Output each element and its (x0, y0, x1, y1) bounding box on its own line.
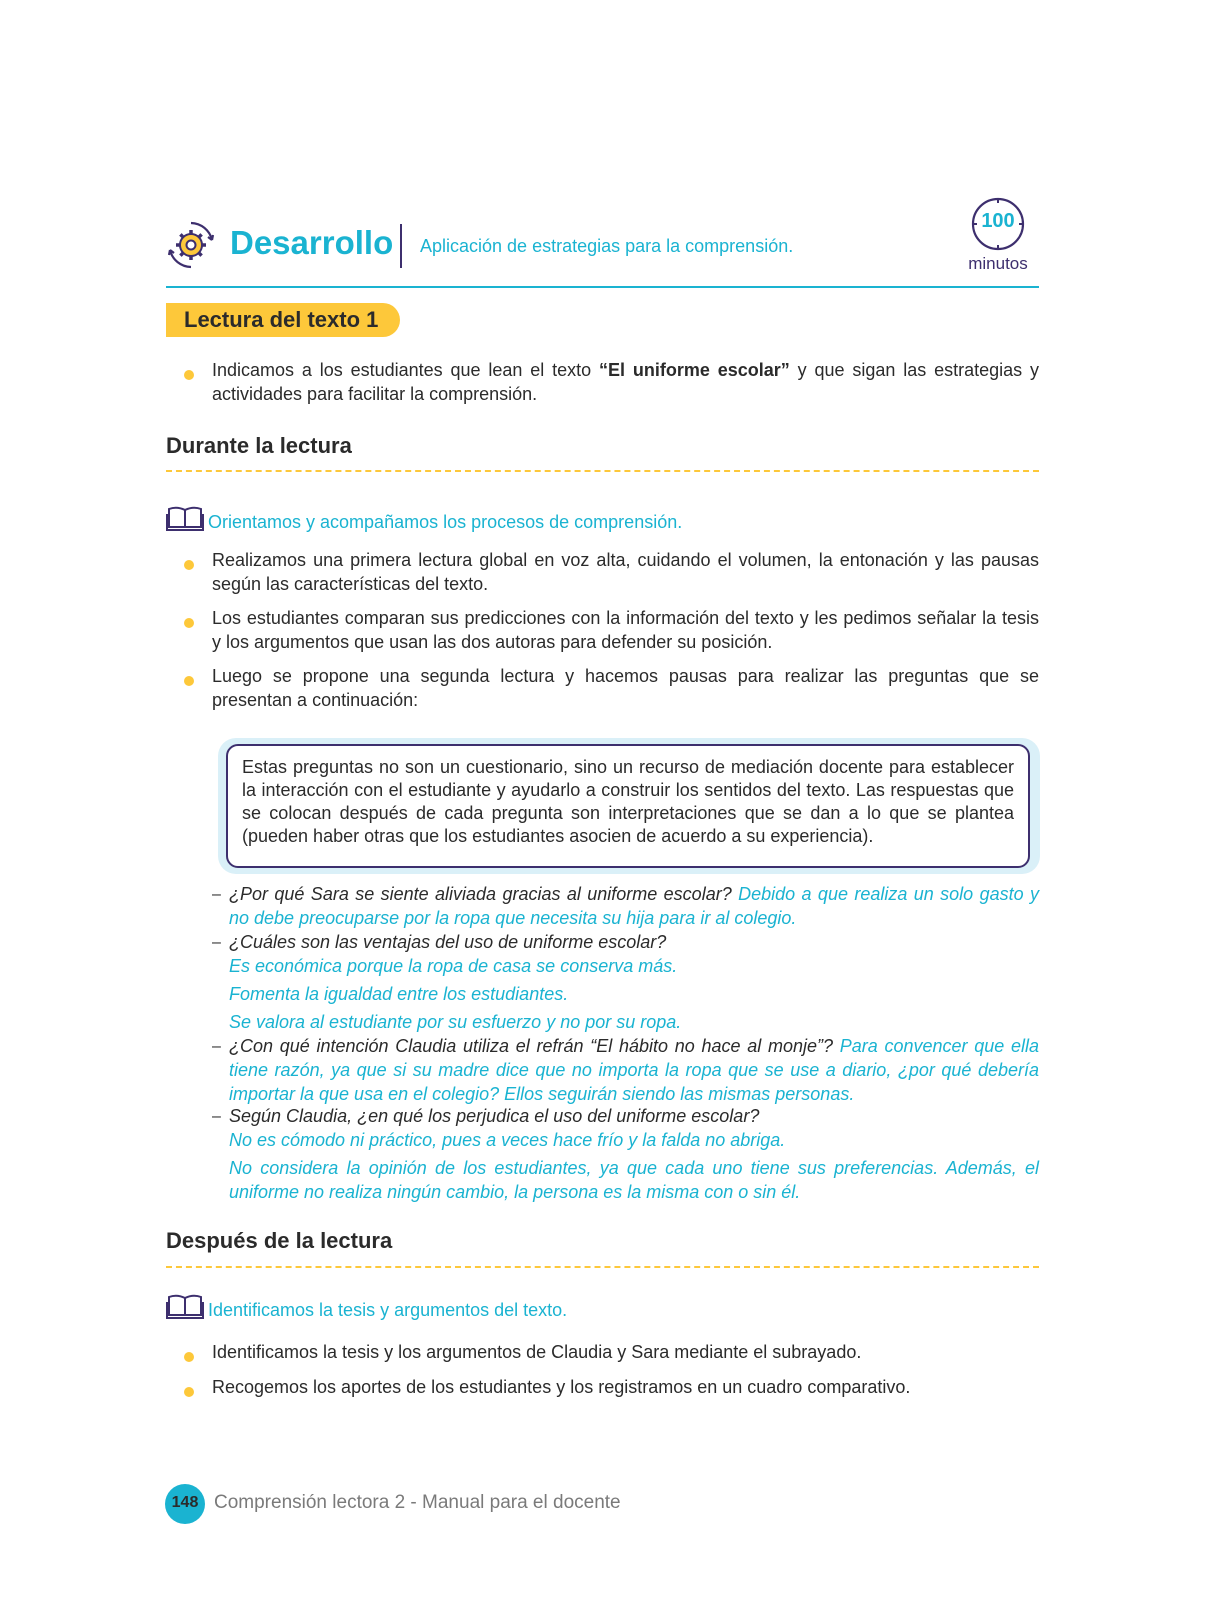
timer-unit: minutos (968, 254, 1028, 273)
section-title: Desarrollo (230, 224, 394, 261)
answer-text: No es cómodo ni práctico, pues a veces hace frío y la falda no abriga. (229, 1130, 786, 1150)
bullet-dot (184, 618, 194, 628)
question-3 (229, 1034, 1039, 1106)
note-box: Estas preguntas no son un cuestionario, sino un recurso de mediación docente para establecer la interacción con el estudiante y ayudarlo a construir los sentidos del texto. Las respuestas que se colocan después de cada pregunta son interpretaciones que se dan a lo que se plantea (pueden haber otras que los estudiantes asocien de acuerdo a su experiencia). (226, 744, 1030, 868)
list-item: Luego se propone una segunda lectura y hacemos pausas para realizar las preguntas que se presentan a continuación: (212, 666, 1039, 710)
answer-text: Se valora al estudiante por su esfuerzo y no por su ropa. (229, 1012, 682, 1032)
bullet-dot (184, 370, 194, 380)
answer-text: No considera la opinión de los estudiantes, ya que cada uno tiene sus preferencias. Además, el uniforme no realiza ningún cambio, la persona es la misma con o sin él. (229, 1158, 1039, 1202)
timer-value: 100 (981, 210, 1015, 232)
book-line: Orientamos y acompañamos los procesos de comprensión. (208, 512, 683, 532)
open-book-icon (166, 1294, 204, 1320)
question-1 (229, 882, 1039, 930)
after-heading: Después de la lectura (166, 1228, 393, 1253)
bullet-dot (184, 560, 194, 570)
answer-text: Es económica porque la ropa de casa se conserva más. (229, 956, 678, 976)
section-divider (166, 1266, 1039, 1268)
question-dash: – (212, 1108, 221, 1125)
intro-text-title: “El uniforme escolar” (599, 360, 790, 380)
question-text: ¿Por qué Sara se siente aliviada gracias al uniforme escolar? (229, 884, 739, 904)
list-item: Identificamos la tesis y los argumentos de Claudia y Sara mediante el subrayado. (212, 1342, 862, 1362)
question-dash: – (212, 886, 221, 903)
during-heading: Durante la lectura (166, 433, 352, 458)
book-line: Identificamos la tesis y argumentos del texto. (208, 1300, 568, 1320)
intro-text-start: Indicamos a los estudiantes que lean el texto (212, 360, 600, 380)
question-text: ¿Con qué intención Claudia utiliza el refrán “El hábito no hace al monje”? (229, 1036, 840, 1056)
question-dash: – (212, 934, 221, 951)
page-number: 148 (171, 1494, 199, 1511)
bullet-dot (184, 1352, 194, 1362)
answer-text: Para convencer que ella tiene razón, ya que si su madre dice que no importa la ropa que se use a diario, ¿por qué debería importar la que usa en el colegio? Ellos seguirán siendo las mismas personas. (229, 1036, 1040, 1104)
list-item: Los estudiantes comparan sus predicciones con la información del texto y les pedimos señalar la tesis y los argumentos que usan las dos autoras para defender su posición. (212, 608, 1039, 652)
section-subtitle: Aplicación de estrategias para la comprensión. (420, 236, 794, 256)
answer-text: Fomenta la igualdad entre los estudiantes. (229, 984, 569, 1004)
header-divider (400, 224, 402, 268)
question-4: Según Claudia, ¿en qué los perjudica el uso del uniforme escolar? (229, 1106, 760, 1126)
list-item: Realizamos una primera lectura global en voz alta, cuidando el volumen, la entonación y las pausas según las características del texto. (212, 550, 1039, 594)
open-book-icon (166, 506, 204, 532)
reading-label: Lectura del texto 1 (166, 303, 400, 337)
question-2: ¿Cuáles son las ventajas del uso de uniforme escolar? (229, 932, 667, 952)
list-item: Recogemos los aportes de los estudiantes y los registramos en un cuadro comparativo. (212, 1377, 911, 1397)
intro-text-end: y que sigan las estrategias y actividades para facilitar la comprensión. (212, 360, 1039, 404)
gear-cycle-icon (166, 220, 216, 270)
bullet-dot (184, 1387, 194, 1397)
intro-paragraph (212, 358, 1039, 406)
bullet-dot (184, 676, 194, 686)
header-rule (166, 286, 1039, 288)
answer-text: Debido a que realiza un solo gasto y no debe preocuparse por la ropa que necesita su hija para ir al colegio. (229, 884, 1039, 928)
question-dash: – (212, 1038, 221, 1055)
footer-title: Comprensión lectora 2 - Manual para el docente (214, 1492, 621, 1513)
section-divider (166, 470, 1039, 472)
